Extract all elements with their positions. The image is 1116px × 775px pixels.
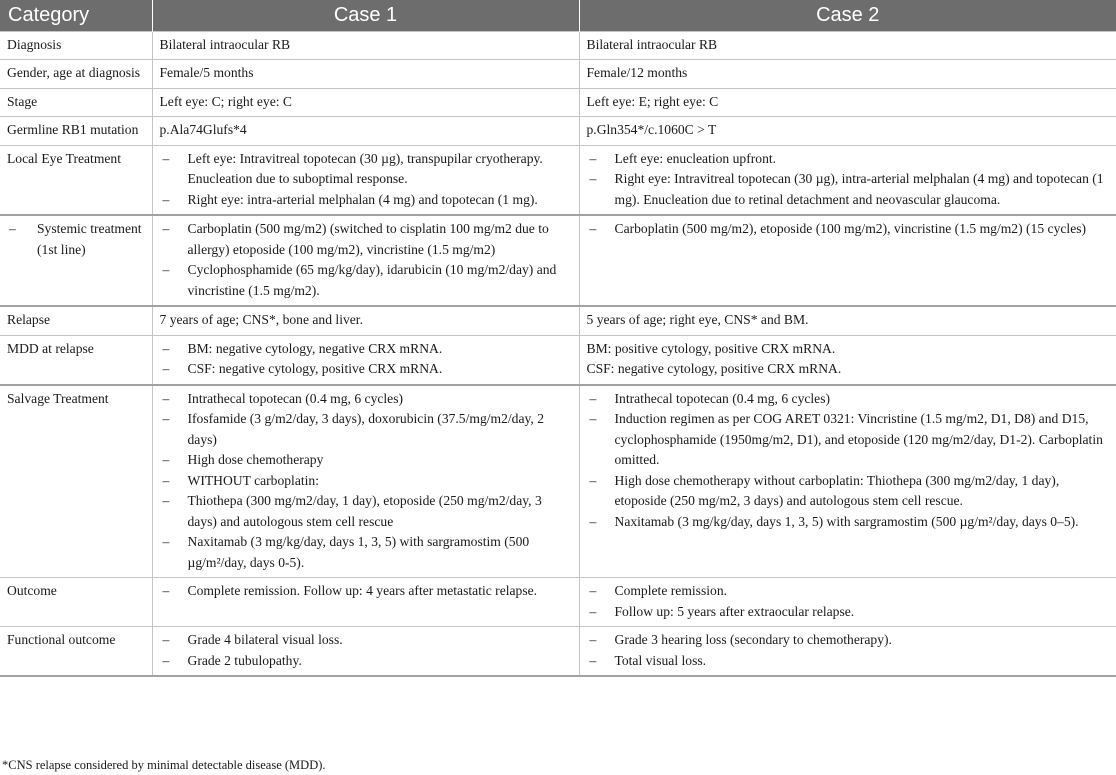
row-outcome [0,578,1116,627]
row-label: Relapse [0,306,152,335]
bullet-list [160,389,571,574]
row-label: Salvage Treatment [0,385,152,578]
row-label: Germline RB1 mutation [0,117,152,146]
list-item: – Induction regimen as per COG ARET 0321: Vincristine (1.5 mg/m2, D1, D8) and D15, cyclophosphamide (1950mg/m2, D1), and etoposide (120 mg/m2/day, D1-2). Carboplatin omitted. [587,409,1109,471]
case2-cell [579,627,1116,677]
case2-cell [579,215,1116,306]
row-label: MDD at relapse [0,335,152,385]
list-item: – Intrathecal topotecan (0.4 mg, 6 cycles) [160,389,571,410]
case2-cell: Left eye: E; right eye: C [579,88,1116,117]
list-item: – Complete remission. Follow up: 4 years after metastatic relapse. [160,581,571,602]
case1-cell: 7 years of age; CNS*, bone and liver. [152,306,579,335]
list-item: – Right eye: Intravitreal topotecan (30 µg), intra-arterial melphalan (4 mg) and topotecan (1 mg). Enucleation due to retinal detachment and neovascular glaucoma. [587,169,1109,210]
case1-cell: Bilateral intraocular RB [152,31,579,60]
text-line: BM: positive cytology, positive CRX mRNA. [586,340,836,356]
list-item: – Right eye: intra-arterial melphalan (4 mg) and topotecan (1 mg). [160,190,571,211]
case1-cell [152,578,579,627]
header-case2: Case 2 [579,0,1116,31]
row-diagnosis [0,31,1116,60]
list-item: – Follow up: 5 years after extraocular relapse. [587,602,1109,623]
header-row [0,0,1116,31]
case2-cell: Female/12 months [579,60,1116,89]
list-item: – Carboplatin (500 mg/m2), etoposide (100 mg/m2), vincristine (1.5 mg/m2) (15 cycles) [587,219,1109,240]
case2-cell [579,578,1116,627]
case1-cell [152,335,579,385]
bullet-list [587,389,1109,533]
row-relapse [0,306,1116,335]
case2-cell [579,145,1116,215]
case2-cell: 5 years of age; right eye, CNS* and BM. [579,306,1116,335]
list-item: – Intrathecal topotecan (0.4 mg, 6 cycles) [587,389,1109,410]
list-item: – CSF: negative cytology, positive CRX mRNA. [160,359,571,380]
row-label-text: Systemic treatment (1st line) [37,221,142,257]
case1-cell [152,385,579,578]
bullet-list [587,219,1109,240]
list-item: – WITHOUT carboplatin: [160,471,571,492]
case1-cell [152,627,579,677]
list-item: – Carboplatin (500 mg/m2) (switched to cisplatin 100 mg/m2 due to allergy) etoposide (100 mg/m2), vincristine (1.5 mg/m2) [160,219,571,260]
case2-cell [579,335,1116,385]
text-line: CSF: negative cytology, positive CRX mRNA. [586,361,842,376]
list-item: – Left eye: Intravitreal topotecan (30 µg), transpupilar cryotherapy. Enucleation due to suboptimal response. [160,149,571,190]
list-item: – Grade 2 tubulopathy. [160,651,571,672]
list-item: – Naxitamab (3 mg/kg/day, days 1, 3, 5) with sargramostim (500 µg/m²/day, days 0–5). [587,512,1109,533]
case1-cell: Left eye: C; right eye: C [152,88,579,117]
list-item: – Thiothepa (300 mg/m2/day, 1 day), etoposide (250 mg/m2/day, 3 days) and autologous stem cell rescue [160,491,571,532]
row-systemic-treatment [0,215,1116,306]
bullet-list [587,149,1109,211]
case2-cell: p.Gln354*/c.1060C > T [579,117,1116,146]
row-local-eye-treatment [0,145,1116,215]
row-label: Local Eye Treatment [0,145,152,215]
row-stage [0,88,1116,117]
bullet-list [160,581,571,602]
bullet-list [160,149,571,211]
list-item: – High dose chemotherapy without carboplatin: Thiothepa (300 mg/m2/day, 1 day), etoposide (250 mg/m2, 3 days) and autologous stem cell rescue. [587,471,1109,512]
case1-cell [152,215,579,306]
bullet-list [587,581,1109,622]
bullet-list [587,630,1109,671]
row-germline [0,117,1116,146]
dash-marker: – [9,221,16,236]
header-category: Category [0,0,152,31]
case2-cell: Bilateral intraocular RB [579,31,1116,60]
list-item: – Grade 3 hearing loss (secondary to chemotherapy). [587,630,1109,651]
case1-cell: Female/5 months [152,60,579,89]
case2-cell [579,385,1116,578]
list-item: – Total visual loss. [587,651,1109,672]
list-item: – Naxitamab (3 mg/kg/day, days 1, 3, 5) with sargramostim (500 µg/m²/day, days 0-5). [160,532,571,573]
row-label [0,215,152,306]
case1-cell: p.Ala74Glufs*4 [152,117,579,146]
row-label: Outcome [0,578,152,627]
row-label: Diagnosis [0,31,152,60]
row-salvage-treatment [0,385,1116,578]
list-item: – Grade 4 bilateral visual loss. [160,630,571,651]
row-mdd-at-relapse [0,335,1116,385]
row-label: Functional outcome [0,627,152,677]
bullet-list [160,630,571,671]
case1-cell [152,145,579,215]
list-item: – BM: negative cytology, negative CRX mRNA. [160,339,571,360]
bullet-list [160,219,571,301]
list-item: – Ifosfamide (3 g/m2/day, 3 days), doxorubicin (37.5/mg/m2/day, 2 days) [160,409,571,450]
list-item: – Complete remission. [587,581,1109,602]
header-case1: Case 1 [152,0,579,31]
row-functional-outcome [0,627,1116,677]
row-label: Stage [0,88,152,117]
table-footnote: *CNS relapse considered by minimal detectable disease (MDD). [2,758,326,772]
list-item: – Left eye: enucleation upfront. [587,149,1109,170]
list-item: – High dose chemotherapy [160,450,571,471]
row-label: Gender, age at diagnosis [0,60,152,89]
bullet-list [160,339,571,380]
row-gender-age [0,60,1116,89]
list-item: – Cyclophosphamide (65 mg/kg/day), idarubicin (10 mg/m2/day) and vincristine (1.5 mg/m2). [160,260,571,301]
